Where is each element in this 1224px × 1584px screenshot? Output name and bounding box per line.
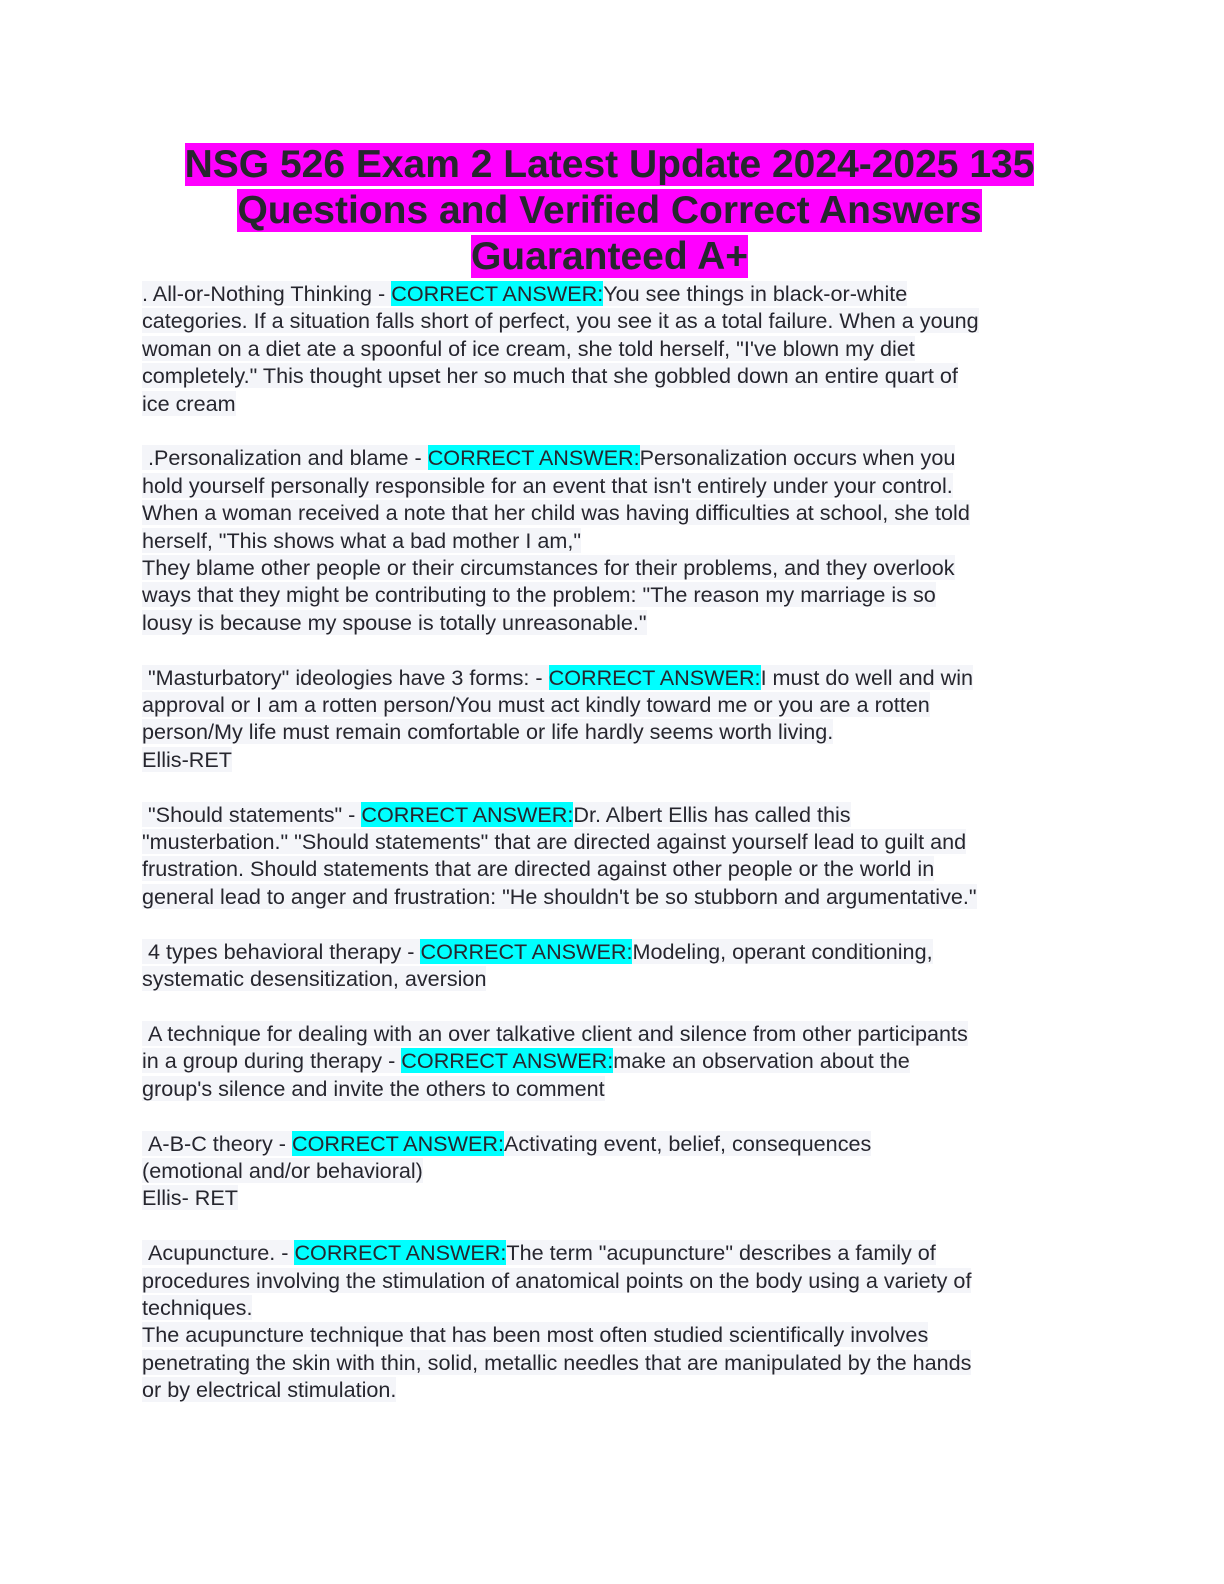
- qa-entry: [142, 1020, 1077, 1102]
- answer-text: ways that they might be contributing to the problem: "The reason my marriage is so: [142, 582, 936, 608]
- answer-text: completely." This thought upset her so much that she gobbled down an entire quart of: [142, 363, 958, 389]
- answer-text: systematic desensitization, aversion: [142, 966, 487, 992]
- answer-text: "musterbation." "Should statements" that are directed against yourself lead to guilt and: [142, 829, 967, 855]
- question-text: "Masturbatory" ideologies have 3 forms: -: [142, 664, 549, 690]
- correct-answer-label: CORRECT ANSWER:: [548, 664, 761, 690]
- qa-entry: [142, 664, 1077, 774]
- answer-text: Dr. Albert Ellis has called this: [573, 801, 851, 827]
- correct-answer-label: CORRECT ANSWER:: [427, 445, 640, 471]
- answer-text: hold yourself personally responsible for an event that isn't entirely under your control.: [142, 472, 953, 498]
- answer-text: Personalization occurs when you: [639, 445, 956, 471]
- answer-text: You see things in black-or-white: [603, 281, 908, 306]
- answer-text: Ellis- RET: [142, 1185, 238, 1211]
- title-line-2: Questions and Verified Correct Answers: [237, 189, 982, 232]
- qa-list: [142, 280, 1077, 1404]
- answer-text: (emotional and/or behavioral): [142, 1157, 423, 1183]
- answer-text: herself, "This shows what a bad mother I am,": [142, 527, 581, 553]
- answer-text: procedures involving the stimulation of anatomical points on the body using a variety of: [142, 1267, 972, 1293]
- answer-text: The term "acupuncture" describes a family of: [506, 1240, 936, 1266]
- document-page: [142, 142, 1077, 1431]
- answer-text: group's silence and invite the others to comment: [142, 1075, 605, 1101]
- answer-text: Activating event, belief, consequences: [503, 1130, 872, 1156]
- question-text: .Personalization and blame -: [142, 445, 428, 471]
- answer-text: Modeling, operant conditioning,: [632, 938, 933, 964]
- answer-text: penetrating the skin with thin, solid, metallic needles that are manipulated by the hands: [142, 1349, 972, 1375]
- question-text: . All-or-Nothing Thinking -: [142, 281, 392, 306]
- answer-text: general lead to anger and frustration: "He shouldn't be so stubborn and argumentative.": [142, 883, 977, 909]
- answer-text: categories. If a situation falls short of perfect, you see it as a total failure. When a young: [142, 308, 979, 334]
- answer-text: Ellis-RET: [142, 746, 232, 772]
- answer-text: ice cream: [142, 390, 236, 416]
- question-text: in a group during therapy -: [142, 1048, 402, 1074]
- question-text: "Should statements" -: [142, 801, 362, 827]
- answer-text: approval or I am a rotten person/You must act kindly toward me or you are a rotten: [142, 692, 930, 718]
- qa-entry: [142, 1239, 1077, 1403]
- correct-answer-label: CORRECT ANSWER:: [391, 281, 604, 306]
- answer-text: make an observation about the: [613, 1048, 910, 1074]
- correct-answer-label: CORRECT ANSWER:: [420, 938, 633, 964]
- answer-text: When a woman received a note that her child was having difficulties at school, she told: [142, 500, 970, 526]
- answer-text: person/My life must remain comfortable or life hardly seems worth living.: [142, 719, 834, 745]
- question-text: 4 types behavioral therapy -: [142, 938, 421, 964]
- correct-answer-label: CORRECT ANSWER:: [294, 1240, 507, 1266]
- answer-text: frustration. Should statements that are directed against other people or the world in: [142, 856, 935, 882]
- document-title: [142, 142, 1077, 280]
- qa-entry: [142, 938, 1077, 993]
- qa-entry: [142, 801, 1077, 911]
- qa-entry: [142, 1130, 1077, 1212]
- answer-text: The acupuncture technique that has been most often studied scientifically involves: [142, 1322, 929, 1348]
- correct-answer-label: CORRECT ANSWER:: [401, 1048, 614, 1074]
- answer-text: woman on a diet ate a spoonful of ice cream, she told herself, "I've blown my diet: [142, 335, 915, 361]
- answer-text: lousy is because my spouse is totally unreasonable.": [142, 609, 647, 635]
- correct-answer-label: CORRECT ANSWER:: [292, 1130, 504, 1156]
- qa-entry: [142, 280, 1077, 417]
- correct-answer-label: CORRECT ANSWER:: [361, 801, 574, 827]
- question-text: Acupuncture. -: [142, 1240, 295, 1266]
- answer-text: They blame other people or their circumstances for their problems, and they overlook: [142, 555, 955, 581]
- title-line-3: Guaranteed A+: [470, 235, 749, 278]
- answer-text: or by electrical stimulation.: [142, 1377, 397, 1403]
- answer-text: I must do well and win: [760, 664, 973, 690]
- question-text: A technique for dealing with an over talkative client and silence from other participants: [142, 1020, 968, 1046]
- answer-text: techniques.: [142, 1294, 253, 1320]
- qa-entry: [142, 444, 1077, 636]
- title-line-1: NSG 526 Exam 2 Latest Update 2024-2025 135: [184, 143, 1035, 186]
- question-text: A-B-C theory -: [142, 1130, 292, 1156]
